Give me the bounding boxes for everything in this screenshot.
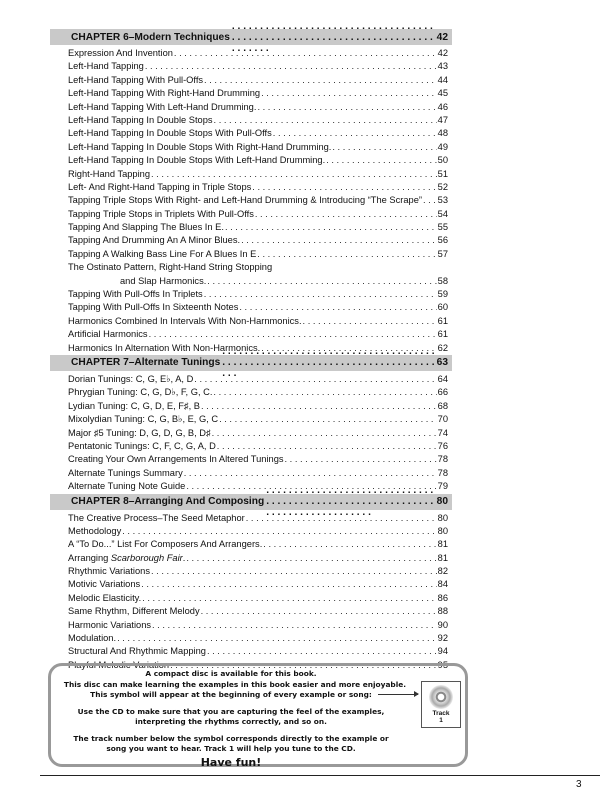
toc-entry xyxy=(68,114,448,127)
dot-leader xyxy=(204,74,437,87)
cd-disc-icon xyxy=(429,685,453,709)
entry-title: Left- And Right-Hand Tapping in Triple Stops xyxy=(68,181,252,192)
entry-page: 45 xyxy=(437,88,448,99)
entry-title: Tapping Triple Stops With Right- and Left-Hand Drumming & Introducing “The Scrape” xyxy=(68,195,422,206)
entry-page: 90 xyxy=(437,619,448,630)
entry-title: Alternate Tunings Summary xyxy=(68,467,183,478)
dot-leader xyxy=(423,194,437,207)
entry-title: Lydian Tuning: C, G, D, E, F♯, B xyxy=(68,400,200,411)
chapter-title: CHAPTER 6–Modern Techniques xyxy=(71,31,230,43)
entry-title: Dorian Tunings: C, G, E♭, A, D xyxy=(68,373,194,384)
cd-line: A compact disc is available for this book. xyxy=(145,669,317,678)
entry-title: The Creative Process–The Seed Metaphor xyxy=(68,512,245,523)
track-label: Track xyxy=(432,710,450,717)
dot-leader xyxy=(122,525,436,538)
entry-title: Tapping And Slapping The Blues In E. xyxy=(68,222,224,233)
dot-leader xyxy=(332,141,436,154)
entry-page: 80 xyxy=(437,525,448,536)
dot-leader xyxy=(117,632,437,645)
toc-entry xyxy=(68,87,448,100)
entry-page: 54 xyxy=(437,208,448,219)
toc-entry xyxy=(68,60,448,73)
dot-leader xyxy=(285,453,437,466)
dot-leader xyxy=(252,181,436,194)
toc-entry xyxy=(68,565,448,578)
entry-title: Harmonic Variations xyxy=(68,619,152,630)
toc-entry xyxy=(68,645,448,658)
toc-entry xyxy=(68,619,448,632)
toc-entry xyxy=(68,386,448,399)
entry-title: Motivic Variations xyxy=(68,579,141,590)
entry-title: Artificial Harmonics xyxy=(68,329,148,340)
dot-leader xyxy=(174,47,437,60)
entry-title: Tapping A Walking Bass Line For A Blues In E xyxy=(68,248,257,259)
entry-title: and Slap Harmonics. xyxy=(120,275,207,286)
entry-page: 50 xyxy=(437,155,448,166)
chapter-entries xyxy=(50,512,452,673)
entry-title: Same Rhythm, Different Melody xyxy=(68,606,200,617)
entry-title: Left-Hand Tapping In Double Stops With Pull-Offs xyxy=(68,128,272,139)
entry-title: Expression And Invention xyxy=(68,48,173,58)
entry-title: Left-Hand Tapping In Double Stops xyxy=(68,114,213,125)
entry-title: Methodology xyxy=(68,525,122,536)
dot-leader xyxy=(201,605,437,618)
dot-leader xyxy=(186,552,436,565)
toc-entry xyxy=(68,427,448,440)
dot-leader xyxy=(213,386,436,399)
toc-entry xyxy=(68,605,448,618)
entry-page: 76 xyxy=(437,440,448,451)
toc-entry xyxy=(68,168,448,181)
toc-entry xyxy=(68,47,448,60)
toc-entry xyxy=(68,592,448,605)
toc-entry xyxy=(68,578,448,591)
entry-title: Tapping And Drumming An A Minor Blues. xyxy=(68,235,241,246)
entry-page: 79 xyxy=(437,481,448,492)
entry-page: 78 xyxy=(437,467,448,478)
toc-entry xyxy=(68,632,448,645)
dot-leader xyxy=(184,467,437,480)
dot-leader xyxy=(241,234,437,247)
entry-title: Phrygian Tuning: C, G, D♭, F, G, C. xyxy=(68,387,213,398)
toc-entry xyxy=(68,127,448,140)
toc-entry xyxy=(68,261,448,274)
toc-entry xyxy=(68,373,448,386)
entry-page: 59 xyxy=(437,289,448,300)
entry-page: 44 xyxy=(437,74,448,85)
chapter-heading xyxy=(50,355,452,371)
dot-leader xyxy=(204,288,437,301)
toc-entry xyxy=(68,234,448,247)
entry-page: 57 xyxy=(437,248,448,259)
toc-entry xyxy=(68,248,448,261)
entry-title: Tapping With Pull-Offs In Triplets xyxy=(68,289,203,300)
chapter-entries xyxy=(50,373,452,494)
entry-title: Structural And Rhythmic Mapping xyxy=(68,646,206,657)
dot-leader xyxy=(142,592,436,605)
dot-leader xyxy=(326,154,436,167)
entry-title: The Ostinato Pattern, Right-Hand String Stopping xyxy=(68,262,273,273)
table-of-contents xyxy=(50,29,452,672)
toc-entry xyxy=(68,538,448,551)
chapter-heading xyxy=(50,29,452,45)
entry-title: Modulation. xyxy=(68,633,117,644)
entry-page: 51 xyxy=(437,168,448,179)
dot-leader xyxy=(257,101,436,114)
cd-line: This disc can make learning the examples in this book easier and more enjoyable. xyxy=(63,679,407,689)
toc-entry xyxy=(68,74,448,87)
toc-entry xyxy=(68,315,448,328)
entry-page: 62 xyxy=(437,342,448,353)
entry-page: 74 xyxy=(437,427,448,438)
toc-entry xyxy=(68,328,448,341)
entry-title: Rhythmic Variations xyxy=(68,566,150,577)
entry-page: 68 xyxy=(437,400,448,411)
dot-leader xyxy=(145,60,437,73)
entry-page: 56 xyxy=(437,235,448,246)
dot-leader xyxy=(261,87,437,100)
entry-page: 53 xyxy=(437,195,448,206)
entry-page: 42 xyxy=(437,48,448,58)
chapter-heading xyxy=(50,494,452,510)
entry-page: 81 xyxy=(437,552,448,563)
dot-leader xyxy=(151,565,437,578)
cd-info-text xyxy=(51,669,411,768)
dot-leader xyxy=(255,208,437,221)
dot-leader xyxy=(214,114,437,127)
cd-line: song you want to hear. Track 1 will help you tune to the CD. xyxy=(106,744,356,753)
entry-page: 80 xyxy=(437,512,448,523)
entry-page: 46 xyxy=(437,101,448,112)
chapter-title: CHAPTER 7–Alternate Tunings xyxy=(71,357,221,369)
toc-entry xyxy=(68,288,448,301)
toc-entry xyxy=(68,440,448,453)
toc-entry xyxy=(68,194,448,207)
entry-title: Tapping Triple Stops in Triplets With Pull-Offs xyxy=(68,208,254,219)
track-number: 1 xyxy=(439,717,443,724)
entry-title: Left-Hand Tapping With Right-Hand Drumming xyxy=(68,88,261,99)
entry-page: 78 xyxy=(437,454,448,465)
entry-page: 47 xyxy=(437,114,448,125)
dot-leader xyxy=(217,440,437,453)
cd-line: interpreting the rhythms correctly, and so on. xyxy=(135,717,327,726)
toc-entry xyxy=(68,141,448,154)
toc-entry xyxy=(68,453,448,466)
entry-page: 64 xyxy=(437,373,448,384)
entry-title: Harmonics Combined In Intervals With Non-Harnmonics. xyxy=(68,315,302,326)
entry-title: Left-Hand Tapping In Double Stops With Left-Hand Drumming. xyxy=(68,155,326,166)
entry-title: Arranging Scarborough Fair. xyxy=(68,552,186,563)
dot-leader xyxy=(263,538,436,551)
entry-title: Melodic Elasticity. xyxy=(68,592,142,603)
toc-entry xyxy=(68,154,448,167)
toc-entry xyxy=(68,400,448,413)
dot-leader xyxy=(273,127,437,140)
entry-title: Left-Hand Tapping In Double Stops With Right-Hand Drumming. xyxy=(68,141,332,152)
entry-page: 61 xyxy=(437,329,448,340)
entry-page: 61 xyxy=(437,315,448,326)
entry-page: 88 xyxy=(437,606,448,617)
dot-leader xyxy=(257,248,436,261)
dot-leader xyxy=(239,301,436,314)
toc-entry xyxy=(68,552,448,565)
entry-page: 92 xyxy=(437,633,448,644)
cd-line: This symbol will appear at the beginning of every example or song: xyxy=(90,690,372,699)
entry-page: 60 xyxy=(437,302,448,313)
toc-entry xyxy=(68,301,448,314)
dot-leader xyxy=(246,512,437,525)
toc-entry xyxy=(68,512,448,525)
entry-title: Left-Hand Tapping xyxy=(68,61,144,72)
toc-entry xyxy=(68,101,448,114)
entry-page: 55 xyxy=(437,222,448,233)
entry-page: 52 xyxy=(437,181,448,192)
entry-page: 84 xyxy=(437,579,448,590)
entry-title: A “To Do...” List For Composers And Arrangers. xyxy=(68,539,263,550)
entry-page: 58 xyxy=(437,275,448,286)
toc-entry xyxy=(68,208,448,221)
entry-page: 94 xyxy=(437,646,448,657)
entry-page: 49 xyxy=(437,141,448,152)
entry-title: Mixolydian Tuning: C, G, B♭, E, G, C xyxy=(68,414,219,425)
toc-entry-continued xyxy=(68,275,448,288)
song-title: Scarborough Fair xyxy=(110,552,183,563)
entry-page: 81 xyxy=(437,539,448,550)
dot-leader xyxy=(225,221,437,234)
toc-entry xyxy=(68,525,448,538)
toc-entry xyxy=(68,467,448,480)
entry-title: Alternate Tuning Note Guide xyxy=(68,481,186,492)
entry-title: Harmonics In Alternation With Non-Harmonics. xyxy=(68,342,261,353)
entry-page: 95 xyxy=(437,659,448,670)
toc-entry xyxy=(68,413,448,426)
chapter-page: 80 xyxy=(436,496,448,507)
entry-page: 43 xyxy=(437,61,448,72)
dot-leader xyxy=(151,168,437,181)
entry-page: 82 xyxy=(437,566,448,577)
entry-title: Right-Hand Tapping xyxy=(68,168,151,179)
dot-leader xyxy=(219,413,437,426)
dot-leader xyxy=(207,645,437,658)
footer-rule xyxy=(40,775,600,776)
chapter-title: CHAPTER 8–Arranging And Composing xyxy=(71,496,265,507)
dot-leader xyxy=(303,315,437,328)
entry-title: Pentatonic Tunings: C, F, C, G, A, D xyxy=(68,440,216,451)
toc-entry xyxy=(68,181,448,194)
track-symbol xyxy=(421,681,461,728)
page-number: 3 xyxy=(576,779,582,790)
entry-page: 66 xyxy=(437,387,448,398)
cd-line: The track number below the symbol corresponds directly to the example or xyxy=(73,733,389,743)
entry-title: Major ♯5 Tuning: D, G, D, G, B, D♯ xyxy=(68,427,211,438)
chapter-page: 63 xyxy=(436,357,448,369)
entry-title: Creating Your Own Arrangements In Altered Tunings xyxy=(68,454,284,465)
have-fun-text: Have fun! xyxy=(200,755,262,769)
entry-page: 86 xyxy=(437,592,448,603)
entry-page: 70 xyxy=(437,414,448,425)
cd-info-box xyxy=(48,663,468,767)
toc-entry xyxy=(68,221,448,234)
entry-page: 48 xyxy=(437,128,448,139)
dot-leader xyxy=(149,328,437,341)
dot-leader xyxy=(212,427,437,440)
arrow-icon xyxy=(378,694,418,695)
entry-title: Tapping With Pull-Offs In Sixteenth Notes xyxy=(68,302,239,313)
dot-leader xyxy=(207,275,436,288)
dot-leader xyxy=(194,373,436,386)
dot-leader xyxy=(141,578,436,591)
cd-line: Use the CD to make sure that you are capturing the feel of the examples, xyxy=(77,706,385,716)
entry-title: Left-Hand Tapping With Left-Hand Drumming. xyxy=(68,101,257,112)
entry-title: Left-Hand Tapping With Pull-Offs xyxy=(68,74,204,85)
dot-leader xyxy=(201,400,437,413)
chapter-page: 42 xyxy=(436,31,448,43)
dot-leader xyxy=(152,619,437,632)
entry-title: Playful Melodic Variation xyxy=(68,659,170,670)
chapter-entries xyxy=(50,47,452,355)
